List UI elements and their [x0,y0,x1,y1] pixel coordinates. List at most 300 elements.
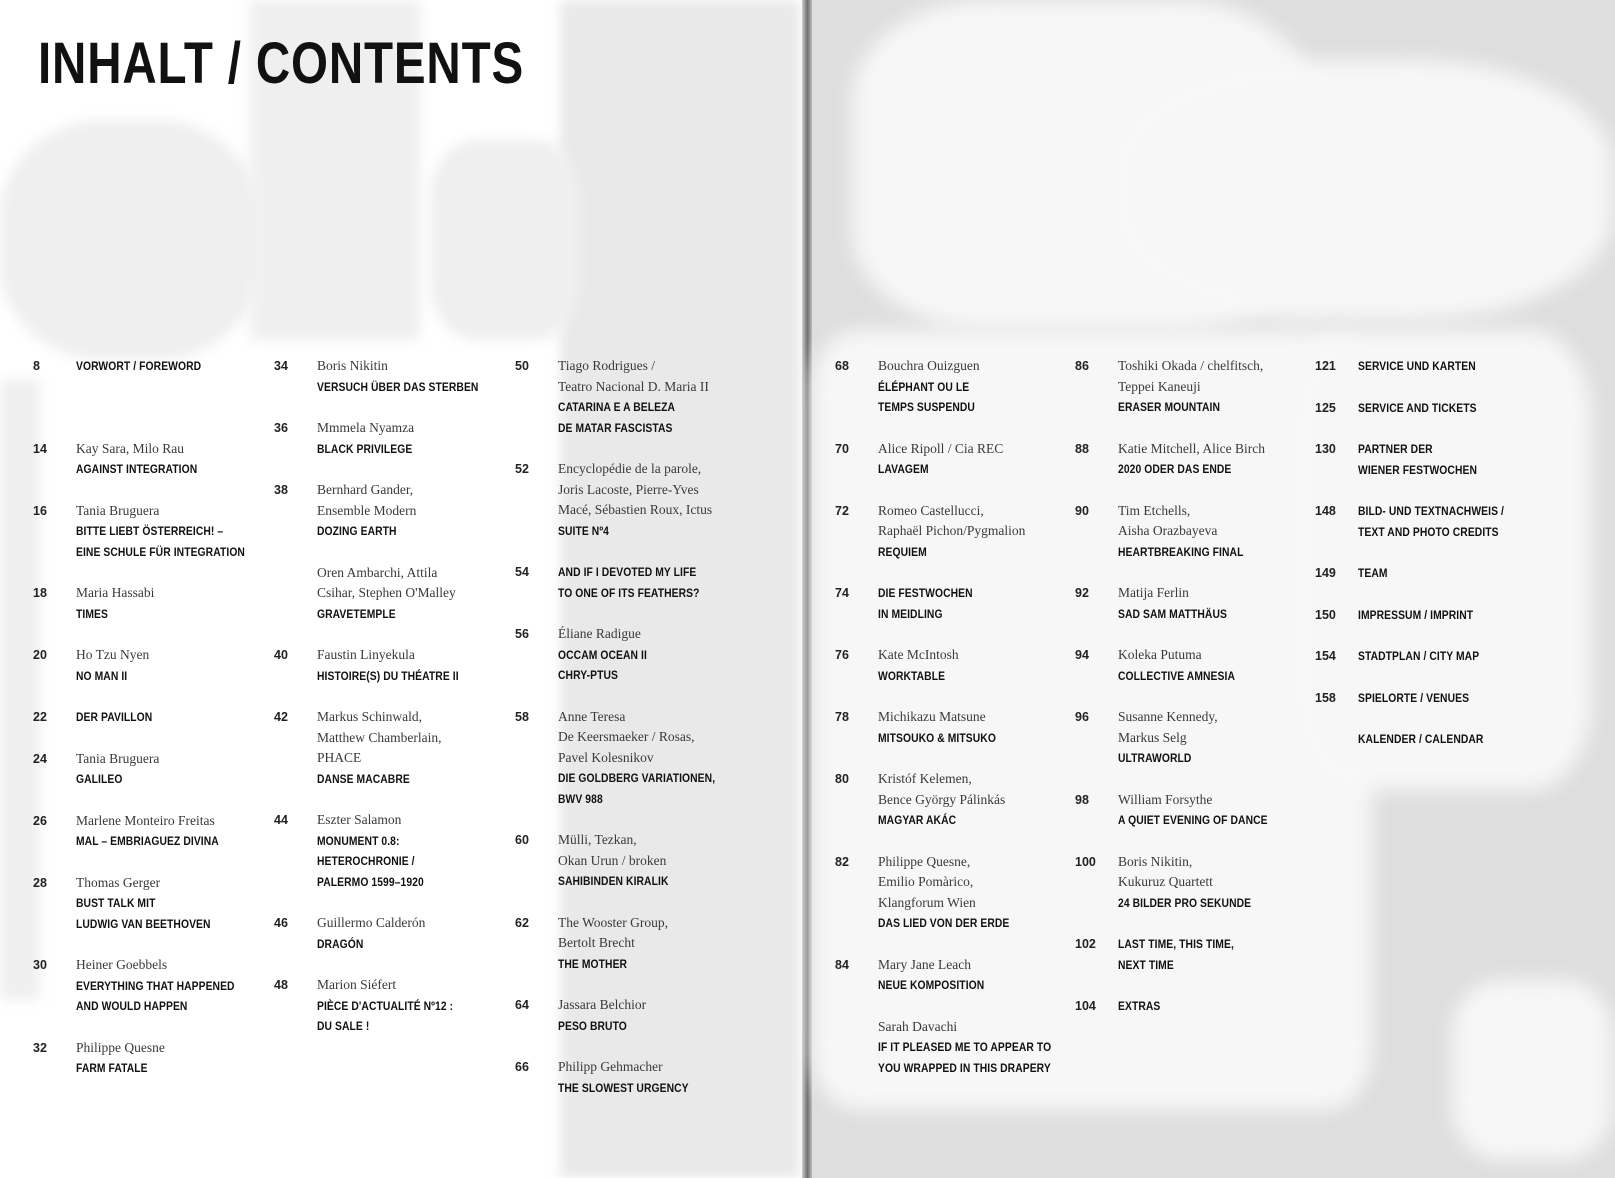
artist-name [878,356,1075,377]
toc-column-3 [515,356,755,1119]
page-number: 149 [1315,566,1336,580]
work-title [1118,459,1316,480]
work-title-line: VORWORT / FOREWORD [76,359,202,373]
work-title-line: IN MEIDLING [878,606,943,621]
work-title-line: EINE SCHULE FÜR INTEGRATION [76,544,245,559]
artist-line: Bence György Pálinkás [878,791,1006,807]
page-number: 34 [274,359,288,373]
work-title-line: YOU WRAPPED IN THIS DRAPERY [878,1060,1051,1075]
toc-entry[interactable] [515,459,755,541]
artist-name [558,459,755,521]
work-title [76,707,274,728]
artist-line: Bouchra Ouizguen [878,358,980,373]
artist-line: Kay Sara, Milo Rau [76,440,184,456]
work-title-line: GRAVETEMPLE [317,606,396,621]
work-title-line: HEARTBREAKING FINAL [1118,544,1244,559]
artist-line: Anne Teresa [558,708,626,724]
artist-line: Markus Selg [1118,729,1187,745]
page-number: 8 [33,359,40,373]
work-title [1118,810,1316,831]
artist-name [558,995,755,1016]
artist-line: William Forsythe [1118,791,1213,807]
artist-line: De Keersmaeker / Rosas, [558,729,695,744]
toc-entry[interactable] [33,873,273,935]
work-title-line: DER PAVILLON [76,710,153,724]
toc-entry[interactable] [33,749,273,790]
artist-name [878,501,1075,542]
artist-name [76,1038,273,1059]
work-title-line: THE SLOWEST URGENCY [558,1080,689,1095]
toc-column-2 [274,356,514,1058]
work-title [878,542,1076,563]
artist-name [317,356,514,377]
work-title-line: ERASER MOUNTAIN [1118,400,1221,414]
work-title [1118,666,1316,687]
toc-entry[interactable] [515,830,755,892]
work-title-line: MAGYAR AKÁC [878,813,957,827]
artist-name [1118,439,1315,460]
work-title [317,604,515,625]
toc-entry[interactable] [835,769,1075,831]
artist-line: Michikazu Matsune [878,709,986,724]
toc-entry[interactable] [274,810,514,892]
page-number: 70 [835,441,849,456]
work-title-line: PIÈCE D'ACTUALITÉ Nº12 : [317,998,454,1013]
work-title [76,831,274,852]
work-title [317,377,515,398]
toc-entry[interactable] [835,1017,1075,1079]
work-title-line: EXTRAS [1118,999,1161,1013]
toc-entry[interactable] [515,913,755,975]
artist-line: Klangforum Wien [878,894,976,910]
work-title-line: BLACK PRIVILEGE [317,441,413,456]
work-title-line: DIE GOLDBERG VARIATIONEN, [558,771,716,785]
page-number: 121 [1315,359,1336,373]
work-title [878,666,1076,687]
artist-line: Katie Mitchell, Alice Birch [1118,440,1265,456]
toc-entry[interactable] [1315,439,1555,480]
artist-name [76,811,273,832]
work-title-line: HETEROCHRONIE / [317,854,415,868]
toc-entry[interactable] [33,955,273,1017]
work-title [76,521,274,562]
work-title-line: FARM FATALE [76,1061,148,1075]
artist-name [558,356,755,397]
work-title-line: NO MAN II [76,668,128,683]
toc-entry[interactable] [1315,729,1555,750]
page-number: 50 [515,359,529,373]
page-number: 104 [1075,999,1096,1013]
toc-entry[interactable] [274,480,514,542]
artist-name [878,769,1075,810]
artist-line: Kate McIntosh [878,647,959,662]
page-number: 16 [33,503,47,518]
artist-line: Mmmela Nyamza [317,420,415,435]
work-title [558,871,756,892]
work-title [1358,729,1556,750]
artist-name [1118,852,1315,893]
artist-line: Bernhard Gander, [317,482,414,497]
artist-line: Aisha Orazbayeva [1118,523,1218,538]
page-number: 96 [1075,710,1089,724]
page-number: 22 [33,710,47,724]
page-number: 90 [1075,503,1089,518]
work-title-line: HISTOIRE(S) DU THÉATRE II [317,668,459,683]
toc-entry[interactable] [1315,688,1555,709]
artist-line: Emilio Pomàrico, [878,874,974,889]
artist-name [558,624,755,645]
artist-name [878,439,1075,460]
artist-line: Philipp Gehmacher [558,1059,663,1074]
artist-line: Koleka Putuma [1118,647,1202,662]
page-number: 100 [1075,854,1096,869]
work-title-line: IF IT PLEASED ME TO APPEAR TO [878,1040,1052,1054]
toc-entry[interactable] [33,811,273,852]
page-number: 14 [33,441,47,456]
toc-column-4 [835,356,1075,1099]
artist-name [317,563,514,604]
work-title-line: GALILEO [76,772,123,786]
page-number: 86 [1075,359,1089,373]
page-number: 80 [835,772,849,786]
work-title-line: CATARINA E A BELEZA [558,400,676,414]
artist-line: Mary Jane Leach [878,956,971,972]
toc-entry[interactable] [274,645,514,686]
artist-line: Bertolt Brecht [558,935,635,950]
artist-name [317,707,514,769]
toc-entry[interactable] [1315,563,1555,584]
toc-entry[interactable] [1075,356,1315,418]
work-title-line: DE MATAR FASCISTAS [558,420,673,435]
artist-line: Tiago Rodrigues / [558,358,656,373]
toc-entry[interactable] [515,1057,755,1098]
artist-line: Matija Ferlin [1118,585,1189,600]
artist-name [76,501,273,522]
page-number: 84 [835,957,849,972]
artist-line: Marion Siéfert [317,977,397,992]
page-number: 40 [274,648,288,662]
page-number: 72 [835,503,849,518]
artist-line: Matthew Chamberlain, [317,729,442,745]
page-number: 18 [33,586,47,600]
toc-entry[interactable] [515,995,755,1036]
artist-line: Romeo Castellucci, [878,502,984,518]
toc-entry[interactable] [274,707,514,789]
toc-entry[interactable] [1075,439,1315,480]
artist-name [317,913,514,934]
toc-entry[interactable] [274,913,514,954]
toc-entry[interactable] [33,356,273,377]
toc-entry[interactable] [1075,707,1315,769]
artist-line: Pavel Kolesnikov [558,749,654,765]
page-number: 62 [515,915,529,930]
work-title [878,459,1076,480]
work-title-line: SERVICE UND KARTEN [1358,359,1476,373]
toc-entry[interactable] [1075,501,1315,563]
work-title-line: SERVICE AND TICKETS [1358,400,1477,415]
work-title-line: TEAM [1358,566,1388,580]
work-title [317,666,515,687]
artist-line: Okan Urun / broken [558,852,667,868]
work-title [317,934,515,955]
work-title-line: AND WOULD HAPPEN [76,999,188,1013]
work-title [1358,398,1556,419]
artist-name [76,583,273,604]
artist-name [558,830,755,871]
work-title-line: THE MOTHER [558,956,628,971]
artist-name [878,707,1075,728]
page-number: 64 [515,998,529,1012]
artist-name [76,749,273,770]
artist-line: Macé, Sébastien Roux, Ictus [558,502,713,517]
toc-entry[interactable] [274,418,514,459]
artist-line: Guillermo Calderón [317,915,426,930]
artist-line: Encyclopédie de la parole, [558,461,702,476]
artist-line: Faustin Linyekula [317,647,415,662]
toc-entry[interactable] [515,624,755,686]
work-title [1118,893,1316,914]
page-number: 30 [33,958,47,972]
toc-entry[interactable] [1075,645,1315,686]
artist-line: Kukuruz Quartett [1118,874,1213,889]
artist-line: The Wooster Group, [558,914,669,930]
work-title-line: WIENER FESTWOCHEN [1358,462,1478,477]
toc-entry[interactable] [835,356,1075,418]
page-number: 88 [1075,441,1089,456]
artist-line: Mülli, Tezkan, [558,832,637,847]
artist-line: Eszter Salamon [317,812,402,827]
work-title [558,1016,756,1037]
artist-name [1118,356,1315,397]
artist-line: Joris Lacoste, Pierre-Yves [558,481,699,497]
toc-entry[interactable] [33,501,273,563]
work-title [878,1037,1076,1078]
toc-entry[interactable] [1315,646,1555,667]
work-title [76,604,274,625]
artist-line: Oren Ambarchi, Attila [317,564,438,580]
artist-name [317,645,514,666]
work-title-line: A QUIET EVENING OF DANCE [1118,813,1268,827]
work-title [1358,563,1556,584]
artist-line: Raphaël Pichon/Pygmalion [878,523,1026,538]
toc-entry[interactable] [33,645,273,686]
work-title-line: NEUE KOMPOSITION [878,978,985,992]
artist-line: Ho Tzu Nyen [76,647,150,662]
work-title [558,397,756,438]
work-title-line: TEMPS SUSPENDU [878,400,975,414]
bg-texture [0,120,260,360]
toc-entry[interactable] [1315,356,1555,377]
artist-line: Boris Nikitin [317,358,388,373]
artist-name [317,480,514,521]
artist-name [317,810,514,831]
work-title-line: DANSE MACABRE [317,771,410,786]
work-title [878,377,1076,418]
work-title [558,562,756,603]
work-title-line: OCCAM OCEAN II [558,647,647,662]
toc-entry[interactable] [835,645,1075,686]
page-number: 154 [1315,649,1336,663]
page-number: 60 [515,833,529,847]
work-title-line: SUITE Nº4 [558,523,609,538]
toc-entry[interactable] [1075,934,1315,975]
toc-entry[interactable] [1315,398,1555,419]
toc-entry[interactable] [33,707,273,728]
work-title [1358,501,1556,542]
artist-line: Sarah Davachi [878,1018,958,1034]
work-title [878,810,1076,831]
artist-line: Maria Hassabi [76,585,155,600]
work-title-line: TO ONE OF ITS FEATHERS? [558,585,700,600]
toc-entry[interactable] [1075,996,1315,1017]
work-title-line: BWV 988 [558,791,603,806]
work-title-line: IMPRESSUM / IMPRINT [1358,607,1474,622]
toc-entry[interactable] [835,439,1075,480]
page-number: 92 [1075,586,1089,600]
work-title [1118,748,1316,769]
page-number: 52 [515,462,529,476]
work-title [76,893,274,934]
work-title-line: BILD- UND TEXTNACHWEIS / [1358,504,1504,518]
work-title [317,769,515,790]
toc-entry[interactable] [835,501,1075,563]
artist-line: PHACE [317,750,362,765]
work-title-line: BUST TALK MIT [76,896,156,910]
page-number: 46 [274,916,288,930]
work-title [1358,688,1556,709]
work-title-line: 24 BILDER PRO SEKUNDE [1118,895,1252,910]
work-title-line: CHRY-PTUS [558,668,619,682]
toc-entry[interactable] [33,1038,273,1079]
work-title-line: LUDWIG VAN BEETHOVEN [76,916,211,931]
toc-entry[interactable] [515,707,755,810]
page-number: 130 [1315,442,1336,456]
artist-name [878,1017,1075,1038]
work-title [317,831,515,893]
page-number: 36 [274,421,288,435]
artist-line: Marlene Monteiro Freitas [76,812,215,828]
toc-entry[interactable] [1075,583,1315,624]
work-title [1118,542,1316,563]
bg-texture [430,140,580,340]
work-title [558,768,756,809]
work-title-line: DIE FESTWOCHEN [878,586,973,600]
work-title [558,645,756,686]
toc-entry[interactable] [1075,790,1315,831]
work-title-line: TEXT AND PHOTO CREDITS [1358,524,1499,539]
work-title [1358,356,1556,377]
toc-entry[interactable] [515,562,755,603]
page-number: 98 [1075,792,1089,807]
toc-entry[interactable] [835,707,1075,748]
work-title [558,1078,756,1099]
toc-entry[interactable] [1075,852,1315,914]
work-title-line: SPIELORTE / VENUES [1358,690,1470,705]
work-title-line: MITSOUKO & MITSUKO [878,730,996,745]
artist-line: Toshiki Okada / chelfitsch, [1118,358,1264,373]
artist-line: Susanne Kennedy, [1118,709,1218,724]
toc-entry[interactable] [515,356,755,438]
page-number: 32 [33,1040,47,1055]
artist-name [76,439,273,460]
toc-entry[interactable] [1315,605,1555,626]
work-title [1118,397,1316,418]
work-title-line: AND IF I DEVOTED MY LIFE [558,565,697,579]
page-number: 76 [835,648,849,662]
toc-entry[interactable] [33,583,273,624]
toc-entry[interactable] [835,955,1075,996]
work-title [558,521,756,542]
artist-name [317,975,514,996]
work-title-line: NEXT TIME [1118,957,1174,972]
toc-entry[interactable] [33,439,273,480]
toc-entry[interactable] [835,852,1075,934]
artist-name [878,955,1075,976]
work-title-line: DU SALE ! [317,1019,370,1033]
work-title [317,521,515,542]
artist-line: Tania Bruguera [76,502,160,518]
work-title [878,583,1076,624]
toc-entry[interactable] [274,975,514,1037]
toc-column-6 [1315,356,1555,771]
artist-line: Boris Nikitin, [1118,853,1193,869]
work-title [878,913,1076,934]
artist-name [317,418,514,439]
work-title-line: MAL – EMBRIAGUEZ DIVINA [76,834,219,848]
work-title [878,975,1076,996]
artist-line: Éliane Radigue [558,626,641,641]
work-title [76,1058,274,1079]
artist-line: Alice Ripoll / Cia REC [878,440,1004,456]
work-title [317,439,515,460]
page-number: 125 [1315,400,1336,415]
page-number: 20 [33,648,47,662]
work-title [558,954,756,975]
work-title [76,666,274,687]
toc-column-1 [33,356,273,1100]
artist-name [1118,501,1315,542]
work-title-line: PESO BRUTO [558,1018,627,1033]
toc-column-5 [1075,356,1315,1038]
work-title-line: LAVAGEM [878,462,929,476]
page-number: 68 [835,359,849,373]
artist-line: Thomas Gerger [76,874,161,890]
work-title [76,356,274,377]
page-number: 102 [1075,937,1096,951]
artist-name [558,1057,755,1078]
work-title [1358,605,1556,626]
page-number: 56 [515,627,529,641]
work-title-line: BITTE LIEBT ÖSTERREICH! – [76,524,224,538]
artist-name [878,852,1075,914]
work-title-line: TIMES [76,606,108,621]
page-number: 26 [33,813,47,828]
toc-entry[interactable] [1315,501,1555,542]
work-title-line: KALENDER / CALENDAR [1358,732,1484,746]
toc-entry[interactable] [274,356,514,397]
artist-name [1118,707,1315,748]
toc-entry[interactable] [274,563,514,625]
artist-name [878,645,1075,666]
work-title-line: AGAINST INTEGRATION [76,462,198,476]
work-title [1358,646,1556,667]
work-title-line: VERSUCH ÜBER DAS STERBEN [317,379,479,394]
page-number: 54 [515,565,529,579]
artist-line: Ensemble Modern [317,502,417,518]
work-title-line: DRAGÓN [317,936,364,951]
page-number: 24 [33,751,47,766]
toc-entry[interactable] [835,583,1075,624]
